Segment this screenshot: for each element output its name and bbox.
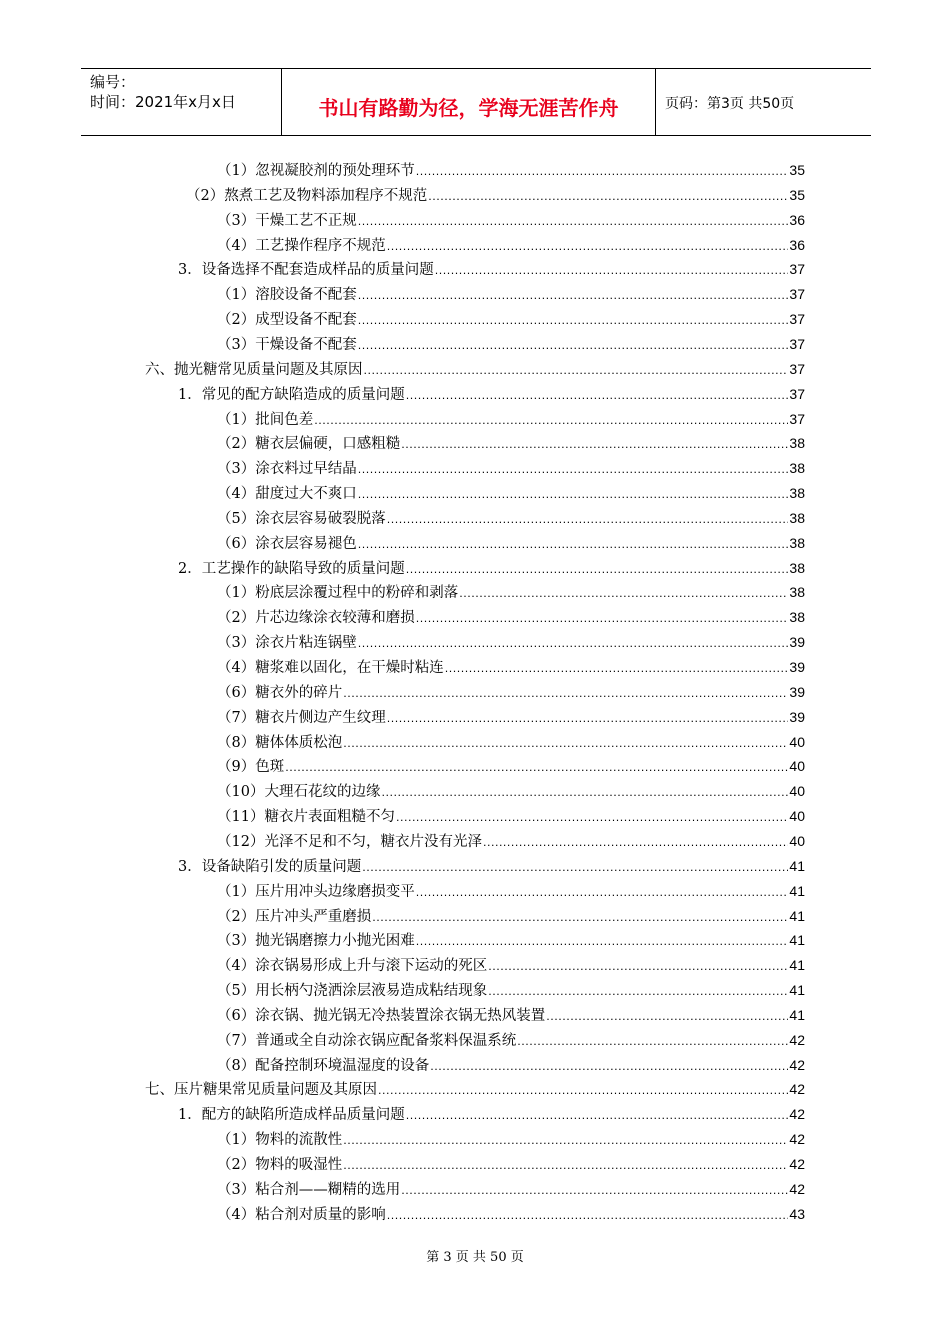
toc-entry-page: 38 <box>789 584 805 601</box>
toc-entry[interactable] <box>217 630 805 654</box>
toc-entry-page: 38 <box>789 509 805 526</box>
toc-entry-page: 42 <box>789 1106 805 1123</box>
toc-entry-title: （2）压片冲头严重磨损 <box>217 908 372 925</box>
toc-entry[interactable] <box>217 1028 805 1052</box>
toc-leader-dots <box>488 980 788 1004</box>
toc-entry[interactable] <box>217 928 805 952</box>
toc-entry[interactable] <box>217 481 805 505</box>
toc-entry[interactable] <box>178 1102 805 1126</box>
toc-entry[interactable] <box>186 183 805 207</box>
toc-entry-page: 41 <box>789 857 805 874</box>
toc-entry-title: （4）甜度过大不爽口 <box>217 486 357 503</box>
toc-entry[interactable] <box>217 531 805 555</box>
toc-entry-title: （5）涂衣层容易破裂脱落 <box>217 510 386 527</box>
toc-entry-page: 40 <box>789 808 805 825</box>
toc-leader-dots <box>430 1055 788 1079</box>
toc-leader-dots <box>358 284 789 308</box>
toc-entry-title: （1）物料的流散性 <box>217 1132 343 1149</box>
toc-leader-dots <box>358 483 789 507</box>
toc-entry[interactable] <box>217 804 805 828</box>
toc-entry-page: 37 <box>789 360 805 377</box>
toc-entry[interactable] <box>217 580 805 604</box>
toc-entry-title: （12）光泽不足和不匀，糖衣片没有光泽 <box>217 833 482 850</box>
toc-entry-title: （4）涂衣锅易形成上升与滚下运动的死区 <box>217 958 488 975</box>
toc-entry[interactable] <box>217 332 805 356</box>
toc-entry-title: （2）糖衣层偏硬，口感粗糙 <box>217 436 401 453</box>
toc-leader-dots <box>358 334 789 358</box>
toc-entry-page: 37 <box>789 286 805 303</box>
toc-entry-page: 38 <box>789 435 805 452</box>
toc-entry-title: 3．设备缺陷引发的质量问题 <box>178 858 362 875</box>
toc-entry-title: （3）涂衣片粘连锅壁 <box>217 635 357 652</box>
header-top-rule <box>81 68 871 69</box>
toc-leader-dots <box>435 259 789 283</box>
toc-leader-dots <box>416 160 789 184</box>
page-footer <box>0 1246 950 1265</box>
toc-entry-page: 39 <box>789 634 805 651</box>
toc-entry-title: （2）物料的吸湿性 <box>217 1157 343 1173</box>
toc-entry-page: 35 <box>789 186 805 203</box>
header-motto: 书山有路勤为径，学海无涯苦作舟 <box>318 96 619 120</box>
toc-leader-dots <box>546 1005 788 1029</box>
toc-entry-title: 六、抛光糖常见质量问题及其原因 <box>145 361 363 378</box>
toc-entry-title: （4）工艺操作程序不规范 <box>217 237 386 254</box>
toc-leader-dots <box>343 732 788 756</box>
toc-entry[interactable] <box>178 382 805 406</box>
toc-entry[interactable] <box>217 456 805 480</box>
toc-entry-title: （11）糖衣片表面粗糙不匀 <box>217 809 395 826</box>
toc-leader-dots <box>358 533 789 557</box>
toc-entry-page: 42 <box>789 1131 805 1148</box>
toc-entry-page: 42 <box>789 1156 805 1172</box>
toc-leader-dots <box>483 831 788 855</box>
toc-entry-title: （2）成型设备不配套 <box>217 312 357 329</box>
toc-entry-title: （1）溶胶设备不配套 <box>217 287 357 304</box>
toc-leader-dots <box>488 955 788 979</box>
toc-entry[interactable] <box>217 282 805 306</box>
toc-entry[interactable] <box>217 680 805 704</box>
toc-entry-page: 40 <box>789 733 805 750</box>
toc-leader-dots <box>387 1204 789 1228</box>
toc-entry[interactable] <box>217 754 805 778</box>
toc-entry-page: 41 <box>789 932 805 949</box>
toc-entry-title: （1）批间色差 <box>217 411 314 428</box>
toc-entry-title: 3．设备选择不配套造成样品的质量问题 <box>178 262 434 279</box>
toc-entry-page: 42 <box>789 1180 805 1197</box>
toc-entry-title: （7）普通或全自动涂衣锅应配备浆料保温系统 <box>217 1032 517 1049</box>
toc-entry-title: （6）糖衣外的碎片 <box>217 684 343 701</box>
toc-entry-title: （8）糖体体质松泡 <box>217 734 343 751</box>
toc-entry[interactable] <box>145 1077 805 1101</box>
toc-entry[interactable] <box>217 431 805 455</box>
toc-entry-page: 42 <box>789 1081 805 1098</box>
toc-entry-page: 36 <box>789 211 805 228</box>
header-divider-left <box>281 68 282 136</box>
toc-entry-page: 40 <box>789 758 805 775</box>
header-page-info: 页码：第3页 共50页 <box>665 96 795 112</box>
toc-entry[interactable] <box>178 257 805 281</box>
toc-entry-title: （1）忽视凝胶剂的预处理环节 <box>217 163 415 179</box>
header-time-label: 时间：2021年x月x日 <box>90 93 236 111</box>
toc-entry-page: 41 <box>789 982 805 999</box>
toc-entry[interactable] <box>217 407 805 431</box>
toc-entry[interactable] <box>178 556 805 580</box>
toc-entry-page: 37 <box>789 385 805 402</box>
toc-entry-title: （3）涂衣料过早结晶 <box>217 461 357 478</box>
toc-entry-page: 39 <box>789 683 805 700</box>
toc-entry-page: 41 <box>789 1006 805 1023</box>
toc-leader-dots <box>343 1129 788 1153</box>
toc-entry-title: （6）涂衣层容易褪色 <box>217 535 357 552</box>
toc-entry-title: （8）配备控制环境温湿度的设备 <box>217 1057 430 1074</box>
toc-entry-page: 35 <box>789 162 805 178</box>
toc-leader-dots <box>416 930 789 954</box>
toc-entry-title: （7）糖衣片侧边产生纹理 <box>217 709 386 726</box>
toc-leader-dots <box>372 906 788 930</box>
header-meta <box>90 72 236 112</box>
toc-entry-title: （4）糖浆难以固化，在干燥时粘连 <box>217 660 444 676</box>
toc-entry-page: 41 <box>789 907 805 924</box>
toc-entry-title: （5）用长柄勺浇洒涂层液易造成粘结现象 <box>217 983 488 1000</box>
toc-entry-page: 37 <box>789 261 805 278</box>
toc-leader-dots <box>459 582 788 606</box>
toc-entry-title: 1．常见的配方缺陷造成的质量问题 <box>178 386 405 403</box>
toc-entry-page: 37 <box>789 335 805 352</box>
toc-entry-page: 39 <box>789 708 805 725</box>
toc-entry-page: 39 <box>789 659 805 675</box>
toc-entry[interactable] <box>217 953 805 977</box>
toc-leader-dots <box>343 682 788 706</box>
toc-leader-dots <box>358 458 789 482</box>
toc-entry-page: 37 <box>789 410 805 427</box>
footer-page-number: 第 3 页 共 50 页 <box>426 1250 524 1265</box>
toc-leader-dots <box>445 657 789 681</box>
toc-leader-dots <box>401 1179 788 1203</box>
toc-leader-dots <box>428 185 788 209</box>
toc-entry[interactable] <box>217 829 805 853</box>
toc-leader-dots <box>358 309 789 333</box>
toc-leader-dots <box>517 1030 788 1054</box>
toc-leader-dots <box>343 1154 788 1178</box>
toc-entry-title: 1．配方的缺陷所造成样品质量问题 <box>178 1107 405 1124</box>
toc-entry-title: （1）压片用冲头边缘磨损变平 <box>217 883 415 900</box>
toc-leader-dots <box>387 707 789 731</box>
toc-entry[interactable] <box>217 705 805 729</box>
toc-entry[interactable] <box>217 506 805 530</box>
toc-entry[interactable] <box>217 1152 805 1176</box>
toc-entry[interactable] <box>217 233 805 257</box>
toc-entry-title: （4）粘合剂对质量的影响 <box>217 1206 386 1223</box>
toc-leader-dots <box>314 409 788 433</box>
toc-leader-dots <box>378 1079 788 1103</box>
toc-entry-page: 38 <box>789 534 805 551</box>
toc-leader-dots <box>358 210 789 234</box>
toc-entry[interactable] <box>217 1053 805 1077</box>
toc-entry-title: （3）粘合剂——糊精的选用 <box>217 1181 401 1198</box>
toc-leader-dots <box>406 558 789 582</box>
toc-entry[interactable] <box>217 978 805 1002</box>
toc-entry-title: （6）涂衣锅、抛光锅无冷热装置涂衣锅无热风装置 <box>217 1007 546 1024</box>
header-divider-right <box>655 68 656 136</box>
toc-leader-dots <box>285 756 788 780</box>
toc-entry-title: （10）大理石花纹的边缘 <box>217 784 381 801</box>
toc-leader-dots <box>387 235 789 259</box>
toc-entry-title: （3）干燥工艺不正规 <box>217 212 357 229</box>
toc-entry[interactable] <box>217 1177 805 1201</box>
toc-entry-title: （2）片芯边缘涂衣较薄和磨损 <box>217 610 415 627</box>
toc-entry-page: 37 <box>789 311 805 328</box>
toc-leader-dots <box>358 632 789 656</box>
toc-entry-title: （9）色斑 <box>217 759 285 776</box>
toc-entry[interactable] <box>178 854 805 878</box>
toc-entry-title: 七、压片糖果常见质量问题及其原因 <box>145 1082 377 1099</box>
toc-entry-page: 41 <box>789 882 805 899</box>
header-bottom-rule <box>81 135 871 136</box>
toc-entry[interactable] <box>217 1127 805 1151</box>
toc-entry[interactable] <box>217 730 805 754</box>
toc-entry[interactable] <box>217 208 805 232</box>
toc-leader-dots <box>381 781 788 805</box>
toc-entry-page: 38 <box>789 609 805 626</box>
toc-entry[interactable] <box>217 904 805 928</box>
toc-entry-page: 38 <box>789 460 805 477</box>
toc-entry[interactable] <box>217 655 805 679</box>
toc-entry-page: 36 <box>789 236 805 253</box>
header-number-label: 编号： <box>90 73 136 91</box>
toc-leader-dots <box>362 856 788 880</box>
toc-entry-page: 43 <box>789 1205 805 1222</box>
toc-leader-dots <box>416 607 789 631</box>
toc-entry-page: 42 <box>789 1031 805 1048</box>
toc-leader-dots <box>387 508 789 532</box>
toc-entry-page: 38 <box>789 485 805 502</box>
toc-entry-page: 41 <box>789 957 805 974</box>
toc-entry[interactable] <box>217 307 805 331</box>
toc-entry-page: 42 <box>789 1056 805 1073</box>
toc-entry[interactable] <box>217 1003 805 1027</box>
toc-leader-dots <box>401 433 788 457</box>
toc-leader-dots <box>406 384 789 408</box>
toc-entry-title: （1）粉底层涂覆过程中的粉碎和剥落 <box>217 585 459 602</box>
toc-entry-title: 2．工艺操作的缺陷导致的质量问题 <box>178 560 405 577</box>
toc-entry-title: （3）抛光锅磨擦力小抛光困难 <box>217 933 415 950</box>
toc-entry[interactable] <box>145 357 805 381</box>
toc-leader-dots <box>396 806 788 830</box>
toc-entry-page: 38 <box>789 559 805 576</box>
toc-leader-dots <box>364 359 789 383</box>
toc-entry-title: （3）干燥设备不配套 <box>217 336 357 353</box>
toc-entry[interactable] <box>217 158 805 182</box>
toc-entry[interactable] <box>217 779 805 803</box>
toc-entry[interactable] <box>217 1202 805 1226</box>
toc-entry-page: 40 <box>789 832 805 849</box>
toc-entry[interactable] <box>217 605 805 629</box>
toc-entry[interactable] <box>217 879 805 903</box>
toc-entry-title: （2）熬煮工艺及物料添加程序不规范 <box>186 187 428 204</box>
toc-entry-page: 40 <box>789 783 805 800</box>
toc-leader-dots <box>416 881 789 905</box>
toc-leader-dots <box>406 1104 789 1128</box>
